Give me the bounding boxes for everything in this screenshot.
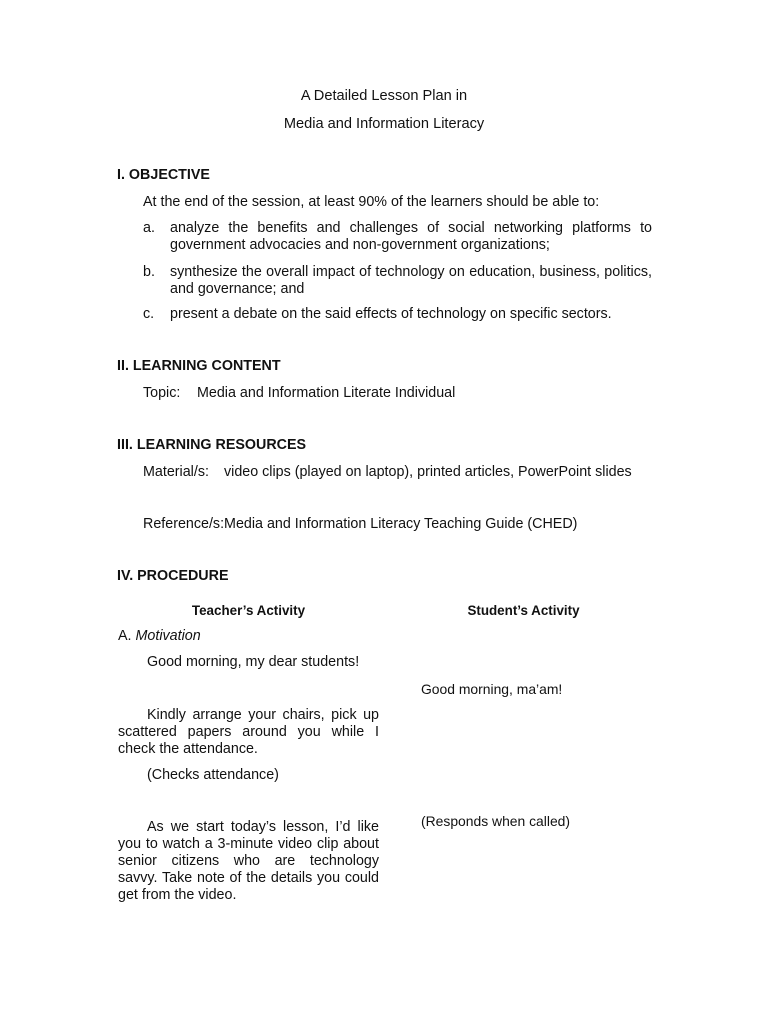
teacher-activity-column-header: Teacher’s Activity	[191, 603, 306, 618]
student-line-responds: (Responds when called)	[421, 813, 571, 829]
teacher-line-checks-attendance: (Checks attendance)	[147, 767, 279, 783]
objective-item-b-text: synthesize the overall impact of technology on education, business, politics, and governance; and	[170, 264, 652, 297]
teacher-line-arrange-chairs: Kindly arrange your chairs, pick up scattered papers around you while I check the attendance.	[118, 707, 379, 757]
document-title-line-1: A Detailed Lesson Plan in	[300, 88, 468, 104]
objective-item-b-marker: b.	[143, 264, 155, 280]
objective-item-a-text: analyze the benefits and challenges of social networking platforms to government advocacies and non-government organizations;	[170, 220, 652, 253]
section-name: Motivation	[135, 628, 201, 644]
reference-text: Reference/s:Media and Information Literacy Teaching Guide (CHED)	[143, 516, 578, 532]
teacher-line-greeting: Good morning, my dear students!	[147, 654, 360, 670]
student-line-greeting: Good morning, ma’am!	[421, 681, 563, 697]
materials-label: Material/s:	[143, 464, 209, 480]
objective-heading: I. OBJECTIVE	[117, 167, 210, 183]
student-activity-column-header: Student’s Activity	[467, 603, 580, 618]
materials-value: video clips (played on laptop), printed articles, PowerPoint slides	[224, 464, 632, 480]
topic-label: Topic:	[143, 385, 181, 401]
section-motivation-label	[118, 628, 201, 645]
objective-item-c-text: present a debate on the said effects of technology on specific sectors.	[170, 306, 612, 322]
learning-content-heading: II. LEARNING CONTENT	[117, 358, 281, 374]
section-prefix: A.	[118, 628, 132, 644]
objective-item-c-marker: c.	[143, 306, 155, 322]
objective-item-a-marker: a.	[143, 220, 155, 236]
procedure-heading: IV. PROCEDURE	[117, 568, 229, 584]
document-title-line-2: Media and Information Literacy	[283, 116, 485, 132]
topic-value: Media and Information Literate Individual	[197, 385, 456, 401]
teacher-line-video-clip: As we start today’s lesson, I’d like you to watch a 3-minute video clip about senior citizens who are technology savvy. Take note of the details you could get from the video.	[118, 819, 379, 903]
learning-resources-heading: III. LEARNING RESOURCES	[117, 437, 307, 453]
objective-intro: At the end of the session, at least 90% of the learners should be able to:	[143, 194, 600, 210]
